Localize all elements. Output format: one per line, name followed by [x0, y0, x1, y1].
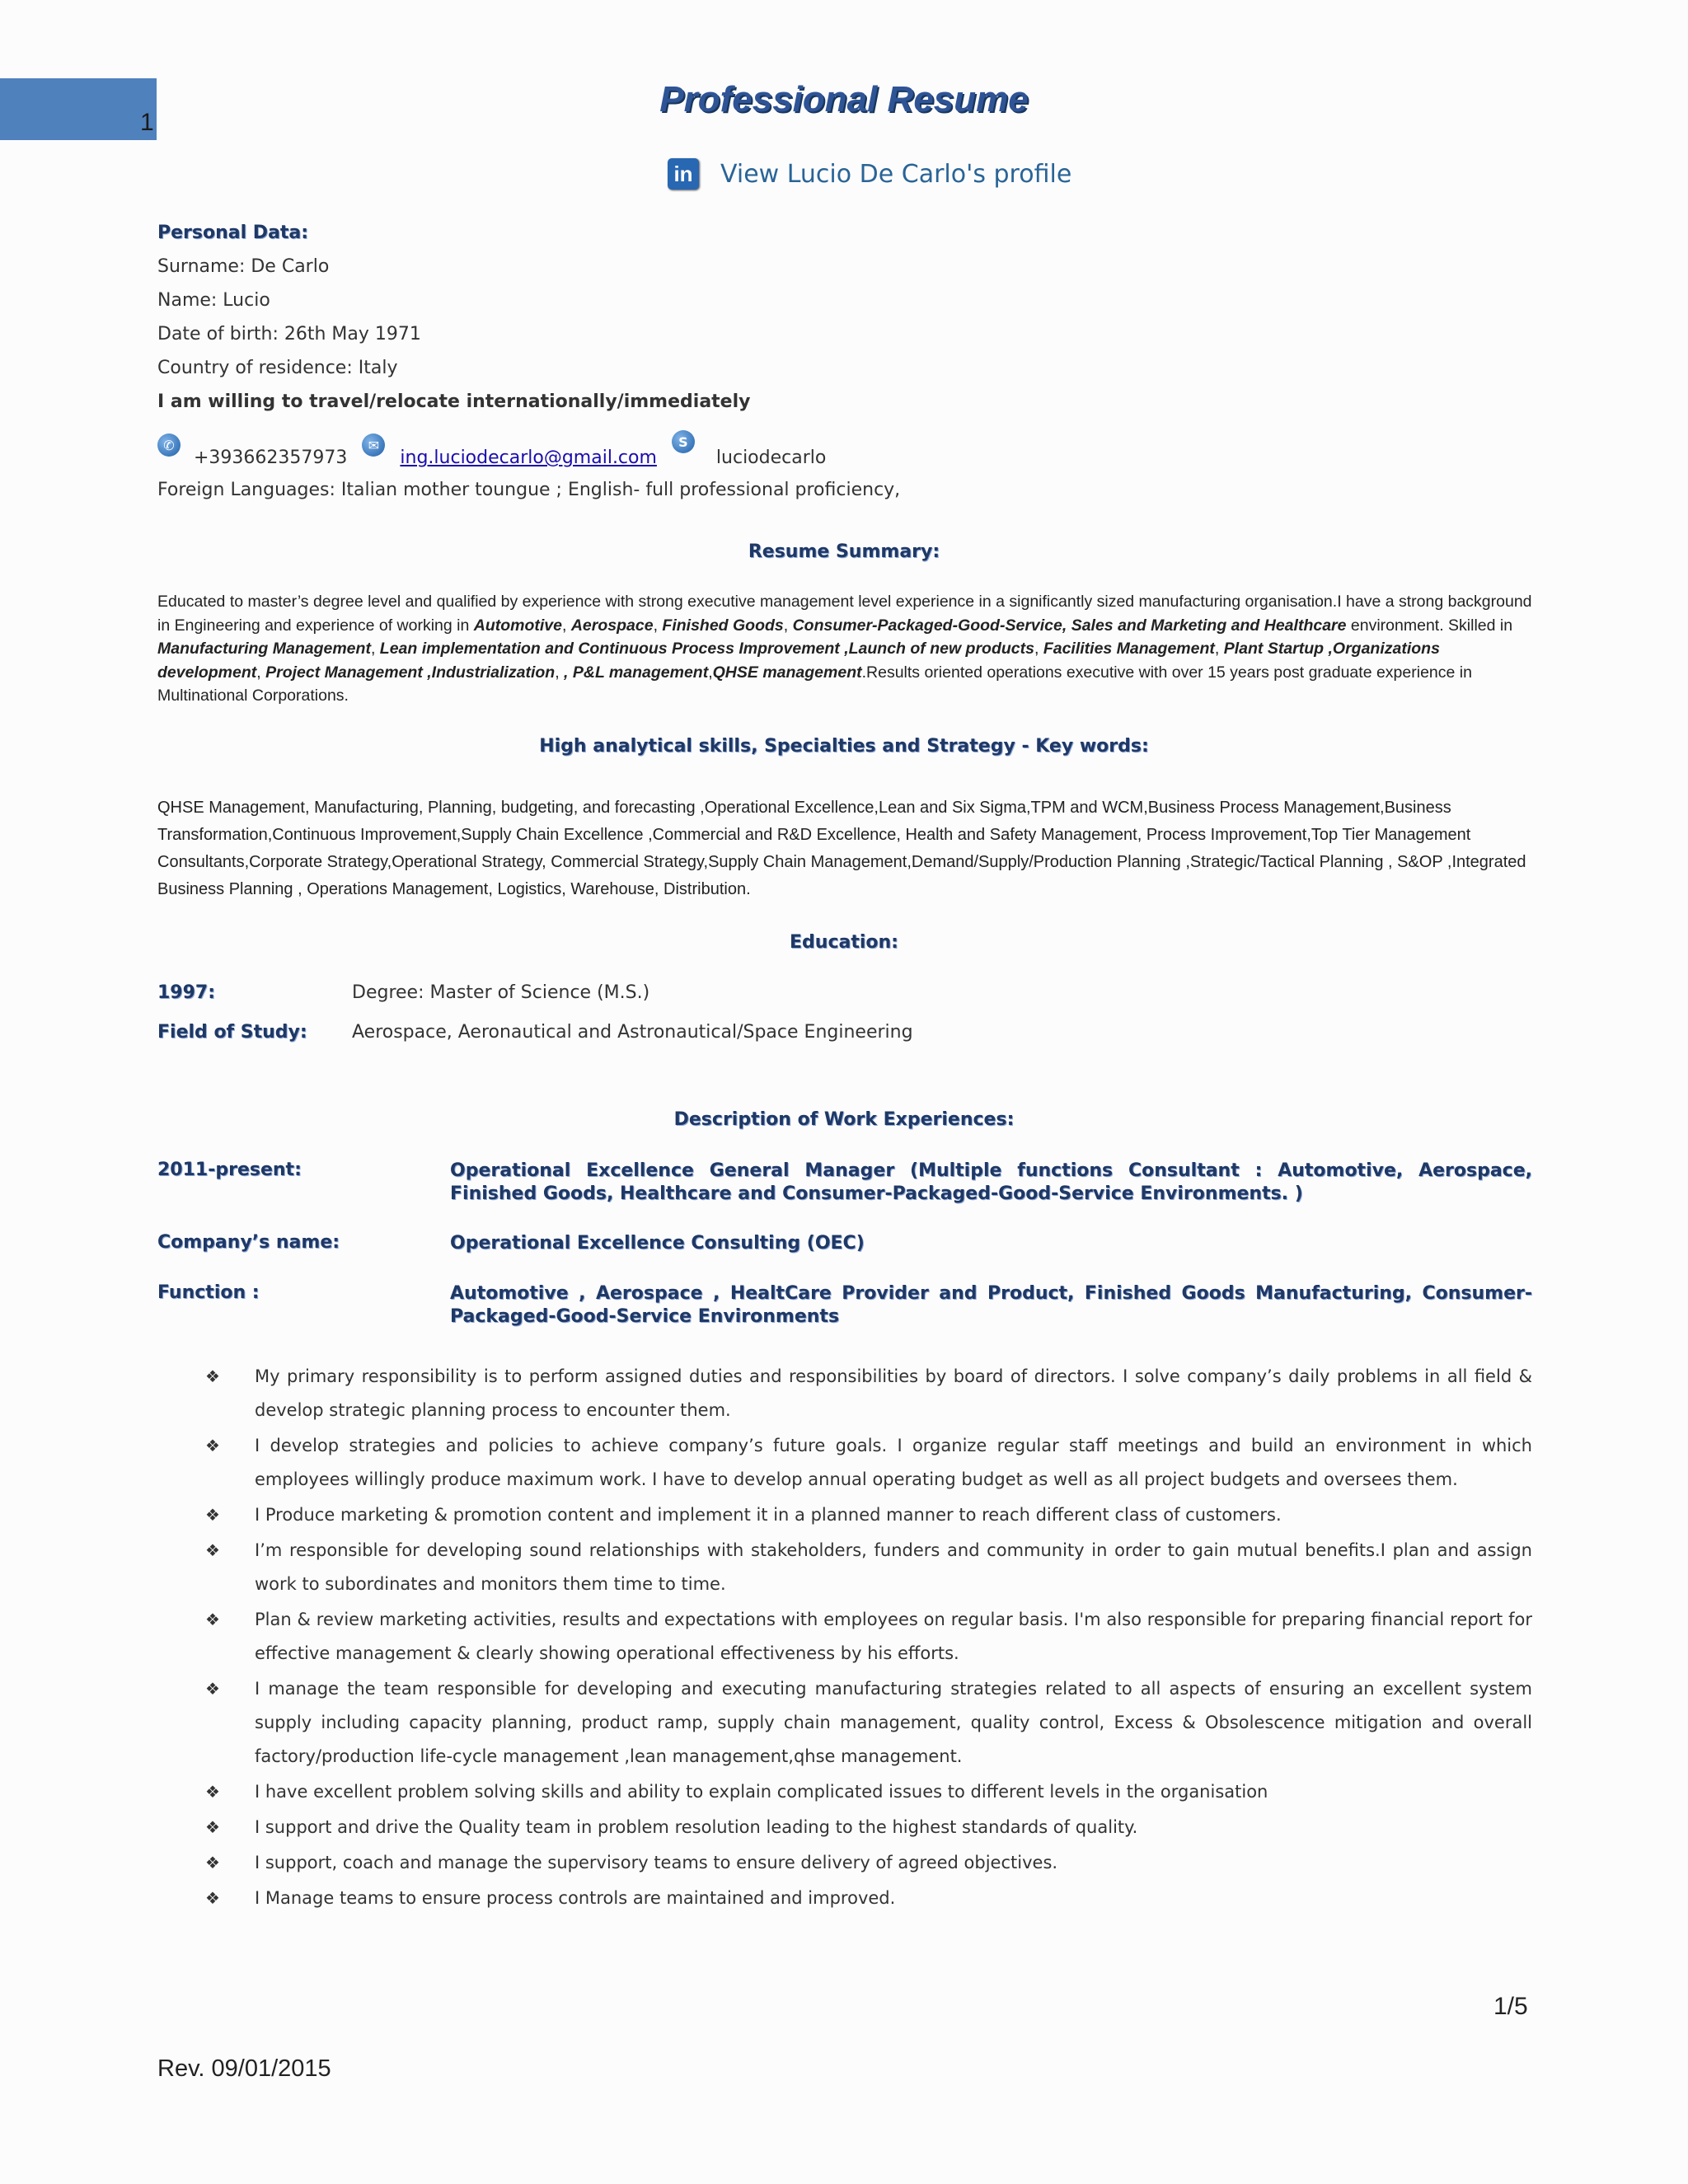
surname: Surname: De Carlo	[157, 256, 330, 277]
email-icon: ✉	[362, 434, 385, 457]
phone-contact	[157, 434, 347, 468]
foreign-languages: Foreign Languages: Italian mother toungue ; English- full professional proficiency,	[157, 480, 901, 500]
skype-name: luciodecarlo	[715, 448, 827, 468]
list-item: ❖ I manage the team responsible for developing and executing manufacturing strategies related to all aspects of ensuring an excellent system supply including capacity planning, product ramp, supply chain management, quality control, Excess & Obsolescence mitigation and overall factory/production life-cycle management ,lean management,qhse management.	[157, 1672, 1532, 1774]
keywords-text: QHSE Management, Manufacturing, Planning, budgeting, and forecasting ,Operational Excellence,Lean and Six Sigma,TPM and WCM,Business Process Management,Business Transformation,Continuous Improvement,Supply Chain Excellence ,Commercial and R&D Excellence, Health and Safety Management, Process Improvement,Top Tier Management Consultants,Corporate Strategy,Operational Strategy, Commercial Strategy,Supply Chain Management,Demand/Supply/Production Planning ,Strategic/Tactical Planning , S&OP ,Integrated Business Planning , Operations Management, Logistics, Warehouse, Distribution.	[157, 799, 1526, 898]
list-item: ❖ I Manage teams to ensure process controls are maintained and improved.	[157, 1882, 1532, 1915]
function-value: Automotive , Aerospace , HealtCare Provider and Product, Finished Goods Manufacturing, Consumer-Packaged-Good-Service Environments	[450, 1283, 1532, 1327]
list-item: ❖ Plan & review marketing activities, results and expectations with employees on regular basis. I'm also responsible for preparing financial report for effective management & clearly showing operational effectiveness by his efforts.	[157, 1603, 1532, 1671]
page-title: Professional Resume	[659, 79, 1029, 120]
personal-data-heading: Personal Data:	[157, 223, 309, 243]
list-item: ❖ I support, coach and manage the supervisory teams to ensure delivery of agreed objectives.	[157, 1846, 1532, 1880]
linkedin-profile-link[interactable]	[668, 158, 1071, 190]
resume-summary-heading: Resume Summary:	[748, 541, 940, 562]
list-item: ❖ I support and drive the Quality team in problem resolution leading to the highest standards of quality.	[157, 1811, 1532, 1844]
bullet-diamond-icon: ❖	[205, 1888, 220, 1908]
footer-page-counter: 1/5	[1493, 1993, 1528, 2020]
bullet-diamond-icon: ❖	[205, 1505, 220, 1525]
field-of-study-label: Field of Study:	[157, 1022, 307, 1043]
bullet-diamond-icon: ❖	[205, 1679, 220, 1699]
list-item: ❖ I Produce marketing & promotion content and implement it in a planned manner to reach different class of customers.	[157, 1498, 1532, 1532]
page-number: 1	[140, 109, 154, 136]
name: Name: Lucio	[157, 290, 270, 311]
bullet-diamond-icon: ❖	[205, 1436, 220, 1455]
company-name-label: Company’s name:	[157, 1232, 340, 1253]
linkedin-link-text[interactable]: View Lucio De Carlo's profile	[720, 159, 1072, 189]
phone-icon: ✆	[157, 434, 181, 457]
bullet-diamond-icon: ❖	[205, 1817, 220, 1837]
country-of-residence: Country of residence: Italy	[157, 358, 398, 378]
work-period-value: Operational Excellence General Manager (Multiple functions Consultant : Automotive, Aerospace, Finished Goods, Healthcare and Consumer-Packaged-Good-Service Environments. )	[450, 1160, 1532, 1204]
list-item: ❖ My primary responsibility is to perform assigned duties and responsibilities by board of directors. I solve company’s daily problems in all field & develop strategic planning process to encounter them.	[157, 1360, 1532, 1427]
keywords-heading: High analytical skills, Specialties and Strategy - Key words:	[539, 736, 1149, 757]
field-of-study-value: Aerospace, Aeronautical and Astronautical/Space Engineering	[352, 1022, 913, 1043]
skype-icon: S	[672, 430, 695, 453]
responsibilities-list	[157, 1360, 1532, 1917]
list-item: ❖ I have excellent problem solving skills and ability to explain complicated issues to different levels in the organisation	[157, 1775, 1532, 1809]
email-link[interactable]: ing.luciodecarlo@gmail.com	[400, 448, 657, 468]
company-name-value: Operational Excellence Consulting (OEC)	[450, 1233, 865, 1254]
revision-date: Rev. 09/01/2015	[157, 2055, 331, 2082]
skype-contact	[672, 430, 826, 468]
email-contact	[362, 434, 657, 468]
bullet-diamond-icon: ❖	[205, 1782, 220, 1802]
bullet-diamond-icon: ❖	[205, 1366, 220, 1386]
resume-summary-text: Educated to master’s degree level and qualified by experience with strong executive management level experience in a significantly sized manufacturing organisation.I have a strong background in Engineering and experience of working in Automotive, Aerospace, Finished Goods, Consumer-Packaged-Good-Service, Sales and Marketing and Healthcare environment. Skilled in Manufacturing Management, Lean implementation and Continuous Process Improvement ,Launch of new products, Facilities Management, Plant Startup ,Organizations development, Project Management ,Industrialization, , P&L management,QHSE management.Results oriented operations executive with over 15 years post graduate experience in Multinational Corporations.	[157, 593, 1532, 705]
education-degree: Degree: Master of Science (M.S.)	[352, 982, 650, 1003]
bullet-diamond-icon: ❖	[205, 1540, 220, 1560]
education-year-label: 1997:	[157, 982, 216, 1003]
phone-number: +393662357973	[194, 448, 348, 468]
work-experience-heading: Description of Work Experiences:	[673, 1109, 1015, 1130]
work-period-label: 2011-present:	[157, 1160, 302, 1180]
list-item: ❖ I develop strategies and policies to achieve company’s future goals. I organize regular staff meetings and build an environment in which employees willingly produce maximum work. I have to develop annual operating budget as well as all project budgets and oversees them.	[157, 1429, 1532, 1497]
list-item: ❖ I’m responsible for developing sound relationships with stakeholders, funders and community in order to gain mutual benefits.I plan and assign work to subordinates and monitors them time to time.	[157, 1534, 1532, 1601]
function-label: Function :	[157, 1282, 260, 1303]
date-of-birth: Date of birth: 26th May 1971	[157, 324, 421, 344]
linkedin-icon: in	[668, 158, 699, 190]
contact-row	[157, 430, 826, 468]
bullet-diamond-icon: ❖	[205, 1853, 220, 1872]
education-heading: Education:	[790, 932, 898, 953]
bullet-diamond-icon: ❖	[205, 1610, 220, 1629]
travel-statement: I am willing to travel/relocate internationally/immediately	[157, 391, 751, 412]
